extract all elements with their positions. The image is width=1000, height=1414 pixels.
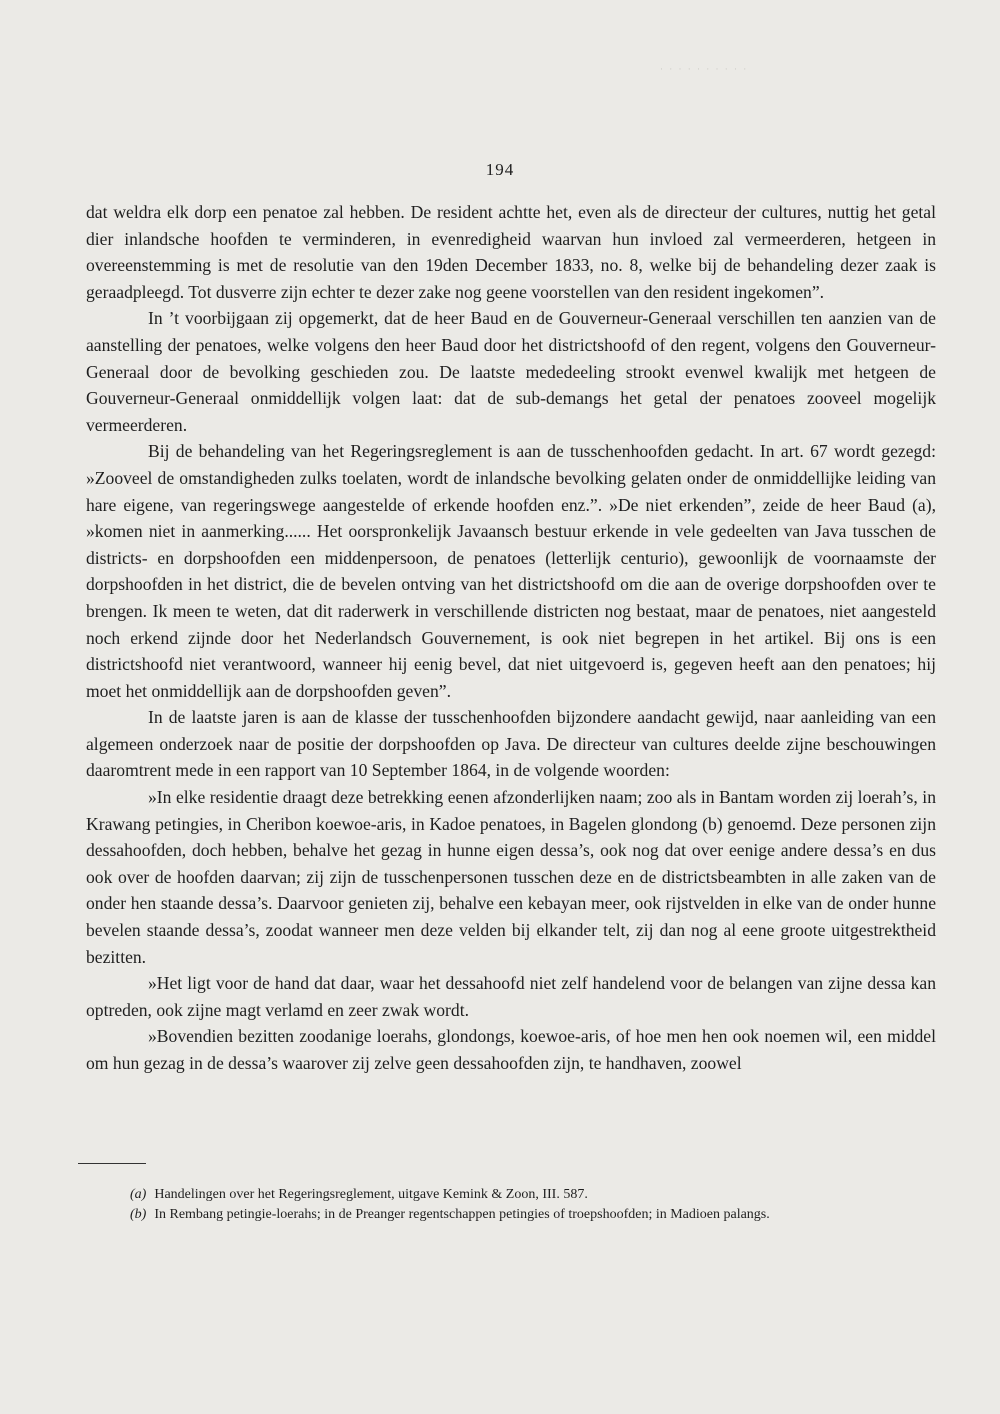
footnote-marker: (b) [130, 1207, 147, 1222]
footnote-text: In Rembang petingie-loerahs; in de Preanger regentschappen petingies of troepshoofden; in Madioen palangs. [154, 1207, 770, 1222]
body-text [86, 199, 936, 1077]
paragraph-3: Bij de behandeling van het Regeringsreglement is aan de tusschenhoofden gedacht. In art. 67 wordt gezegd: »Zooveel de omstandigheden zulks toelaten, wordt de inlandsche bevolking gelaten onder de onmiddellijke leiding van hare eigene, van regeringswege aangestelde of erkende hoofden enz.”. »De niet erkenden”, zeide de heer Baud (a), »komen niet in aanmerking...... Het oorspronkelijk Javaansch bestuur erkende in vele gedeelten van Java tusschen de districts- en dorpshoofden een middenpersoon, de penatoes (letterlijk centurio), gewoonlijk de voornaamste der dorpshoofden in het district, die de bevelen ontving van het districtshoofd om die aan de overige dorpshoofden over te brengen. Ik meen te weten, dat dit raderwerk in verschillende districten nog bestaat, maar de penatoes, niet aangesteld noch erkend zijnde door het Nederlandsch Gouvernement, is ook niet begrepen in het artikel. Bij ons is een districtshoofd niet verantwoord, wanneer hij eenig bevel, dat niet uitgevoerd is, gegeven heeft aan den penatoes; hij moet het onmiddellijk aan de dorpshoofden geven”. [86, 441, 936, 701]
paragraph-2: In ’t voorbijgaan zij opgemerkt, dat de heer Baud en de Gouverneur-Generaal verschillen ten aanzien van de aanstelling der penatoes, welke volgens den heer Baud door het districtshoofd of den regent, volgens den Gouverneur-Generaal door de bevolking geschieden zou. De laatste mededeeling strookt evenwel kwalijk met hetgeen de Gouverneur-Generaal onmiddellijk volgen laat: dat de sub-demangs het getal der penatoes zooveel mogelijk vermeerderen. [86, 308, 936, 435]
quote-paragraph-3: »Bovendien bezitten zoodanige loerahs, glondongs, koewoe-aris, of hoe men hen ook noemen wil, een middel om hun gezag in de dessa’s waarover zij zelve geen dessahoofden zijn, te handhaven, zoowel [86, 1026, 936, 1073]
footnote-a [130, 1185, 950, 1205]
footnote-marker: (a) [130, 1187, 147, 1202]
paragraph-1: dat weldra elk dorp een penatoe zal hebben. De resident achtte het, even als de directeur der cultures, nuttig het getal dier inlandsche hoofden te verminderen, in evenredigheid waarvan hun invloed zal vermeerderen, hetgeen in overeenstemming is met de resolutie van den 19den December 1833, no. 8, welke bij de behandeling dezer zaak is geraadpleegd. Tot dusverre zijn echter te dezer zake nog geene voorstellen van den resident ingekomen”. [86, 202, 936, 302]
quote-paragraph-2: »Het ligt voor de hand dat daar, waar het dessahoofd niet zelf handelend voor de belangen van zijne dessa kan optreden, ook zijne magt verlamd en zeer zwak wordt. [86, 973, 936, 1020]
footnote-text: Handelingen over het Regeringsreglement, uitgave Kemink & Zoon, III. 587. [154, 1187, 588, 1202]
page-number: 194 [485, 160, 515, 179]
footnote-divider [78, 1163, 146, 1164]
quote-paragraph-1: »In elke residentie draagt deze betrekking eenen afzonderlijken naam; zoo als in Bantam worden zij loerah’s, in Krawang petingies, in Cheribon koewoe-aris, in Kadoe penatoes, in Bagelen glondong (b) genoemd. Deze personen zijn dessahoofden, doch hebben, behalve het gezag in hunne eigen dessa’s, ook nog dat over eenige andere dessa’s en dus ook over de hoofden daarvan; zij zijn de tusschenpersonen tusschen deze en de districtsbeambten in alle zaken van de onder hen staande dessa’s. Daarvoor genieten zij, behalve een kebayan meer, ook rijstvelden in elke van de onder hunne bevelen staande dessa’s, zoodat wanneer men deze velden bij elkander telt, zij dan nog al eene groote uitgestrektheid bezitten. [86, 787, 936, 967]
faint-show-through-mark: · · · · · · · · · · [660, 64, 749, 74]
footnotes [130, 1185, 950, 1225]
paragraph-4: In de laatste jaren is aan de klasse der tusschenhoofden bijzondere aandacht gewijd, naar aanleiding van een algemeen onderzoek naar de positie der dorpshoofden op Java. De directeur van cultures deelde zijne beschouwingen daaromtrent mede in een rapport van 10 September 1864, in de volgende woorden: [86, 707, 936, 781]
footnote-b [130, 1205, 950, 1225]
